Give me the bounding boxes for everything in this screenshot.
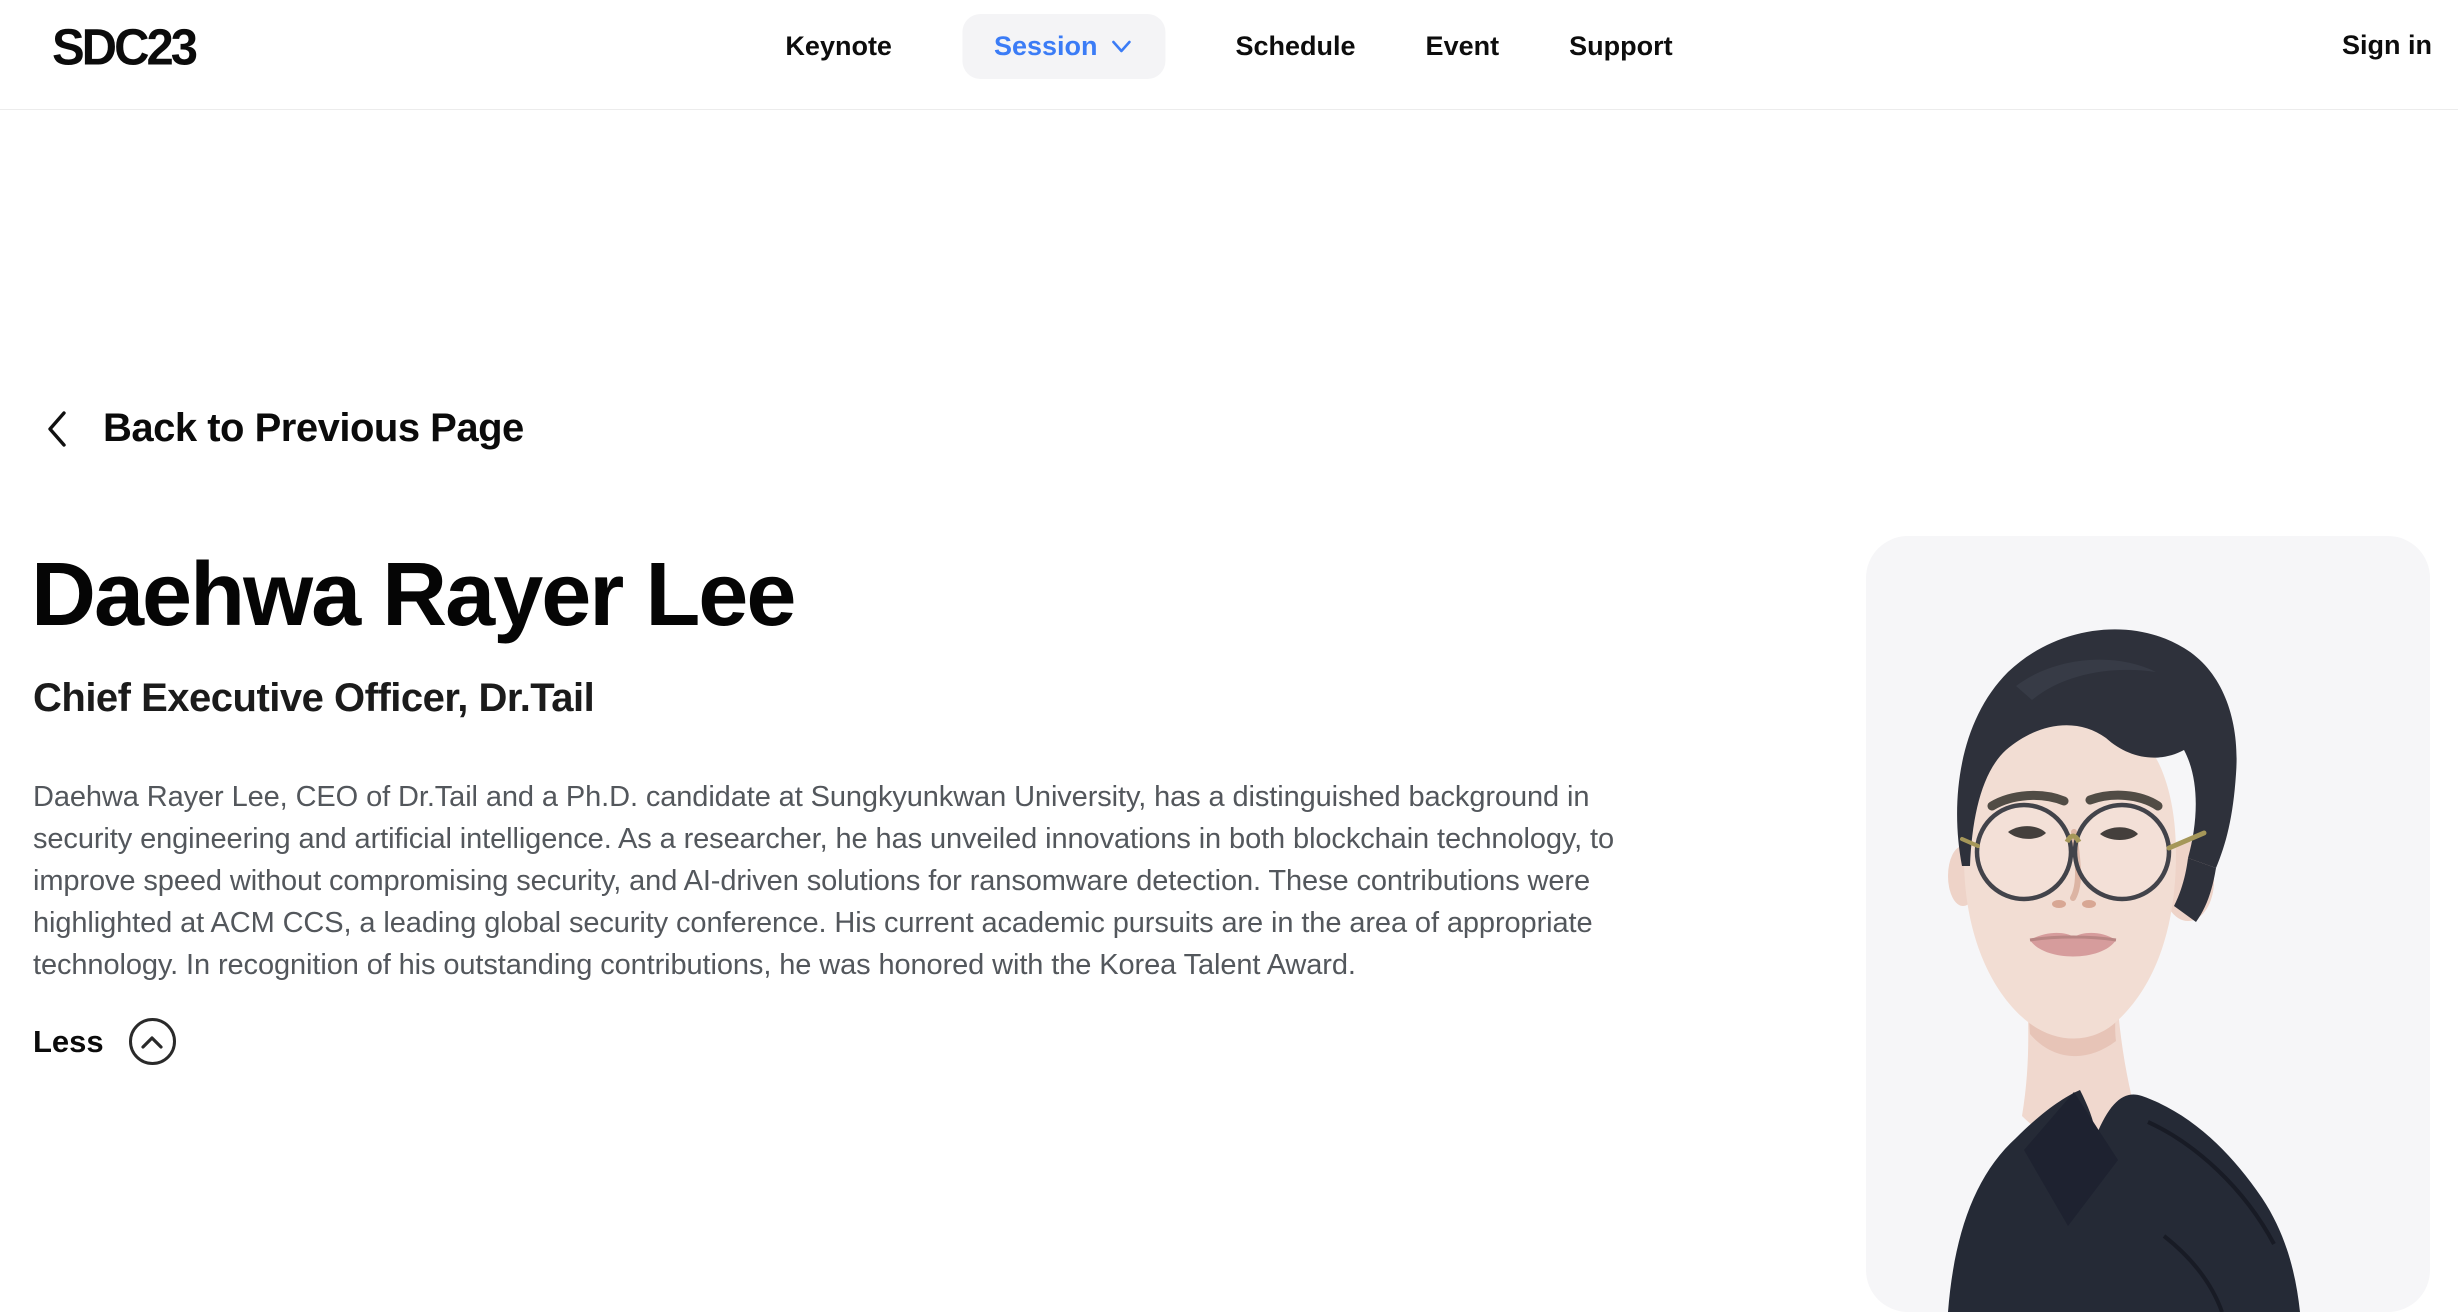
chevron-left-icon	[47, 410, 67, 448]
nav-item-support[interactable]: Support	[1569, 30, 1673, 61]
back-to-previous-page-link[interactable]	[47, 406, 524, 451]
speaker-job-title: Chief Executive Officer, Dr.Tail	[33, 676, 595, 720]
nav-item-keynote[interactable]: Keynote	[785, 30, 892, 61]
less-toggle-button[interactable]	[33, 1018, 176, 1065]
sdc23-logo[interactable]: SDC23	[52, 19, 195, 77]
less-toggle-label: Less	[33, 1023, 104, 1059]
chevron-up-icon	[129, 1018, 176, 1065]
nav-item-session[interactable]	[962, 14, 1166, 79]
nav-item-event[interactable]: Event	[1425, 30, 1500, 61]
speaker-photo-card	[1866, 536, 2430, 1312]
back-link-label: Back to Previous Page	[103, 406, 524, 450]
speaker-photo	[1866, 536, 2430, 1312]
chevron-down-icon	[1110, 34, 1134, 58]
main-content	[0, 110, 2458, 1238]
nav-item-session-label: Session	[993, 30, 1098, 61]
main-nav	[785, 0, 1672, 92]
top-navigation-bar	[0, 0, 2458, 110]
speaker-bio-text: Daehwa Rayer Lee, CEO of Dr.Tail and a Ph.D. candidate at Sungkyunkwan University, has a distinguished background in security engineering and artificial intelligence. As a researcher, he has unveiled innovations in both blockchain technology, to improve speed without compromising security, and AI-driven solutions for ransomware detection. These contributions were highlighted at ACM CCS, a leading global security conference. His current academic pursuits are in the area of appropriate technology. In recognition of his outstanding contributions, he was honored with the Korea Talent Award.	[33, 781, 1615, 981]
nav-item-schedule[interactable]: Schedule	[1235, 30, 1356, 61]
speaker-name-heading: Daehwa Rayer Lee	[31, 545, 795, 645]
sign-in-button[interactable]: Sign in	[2342, 30, 2432, 60]
